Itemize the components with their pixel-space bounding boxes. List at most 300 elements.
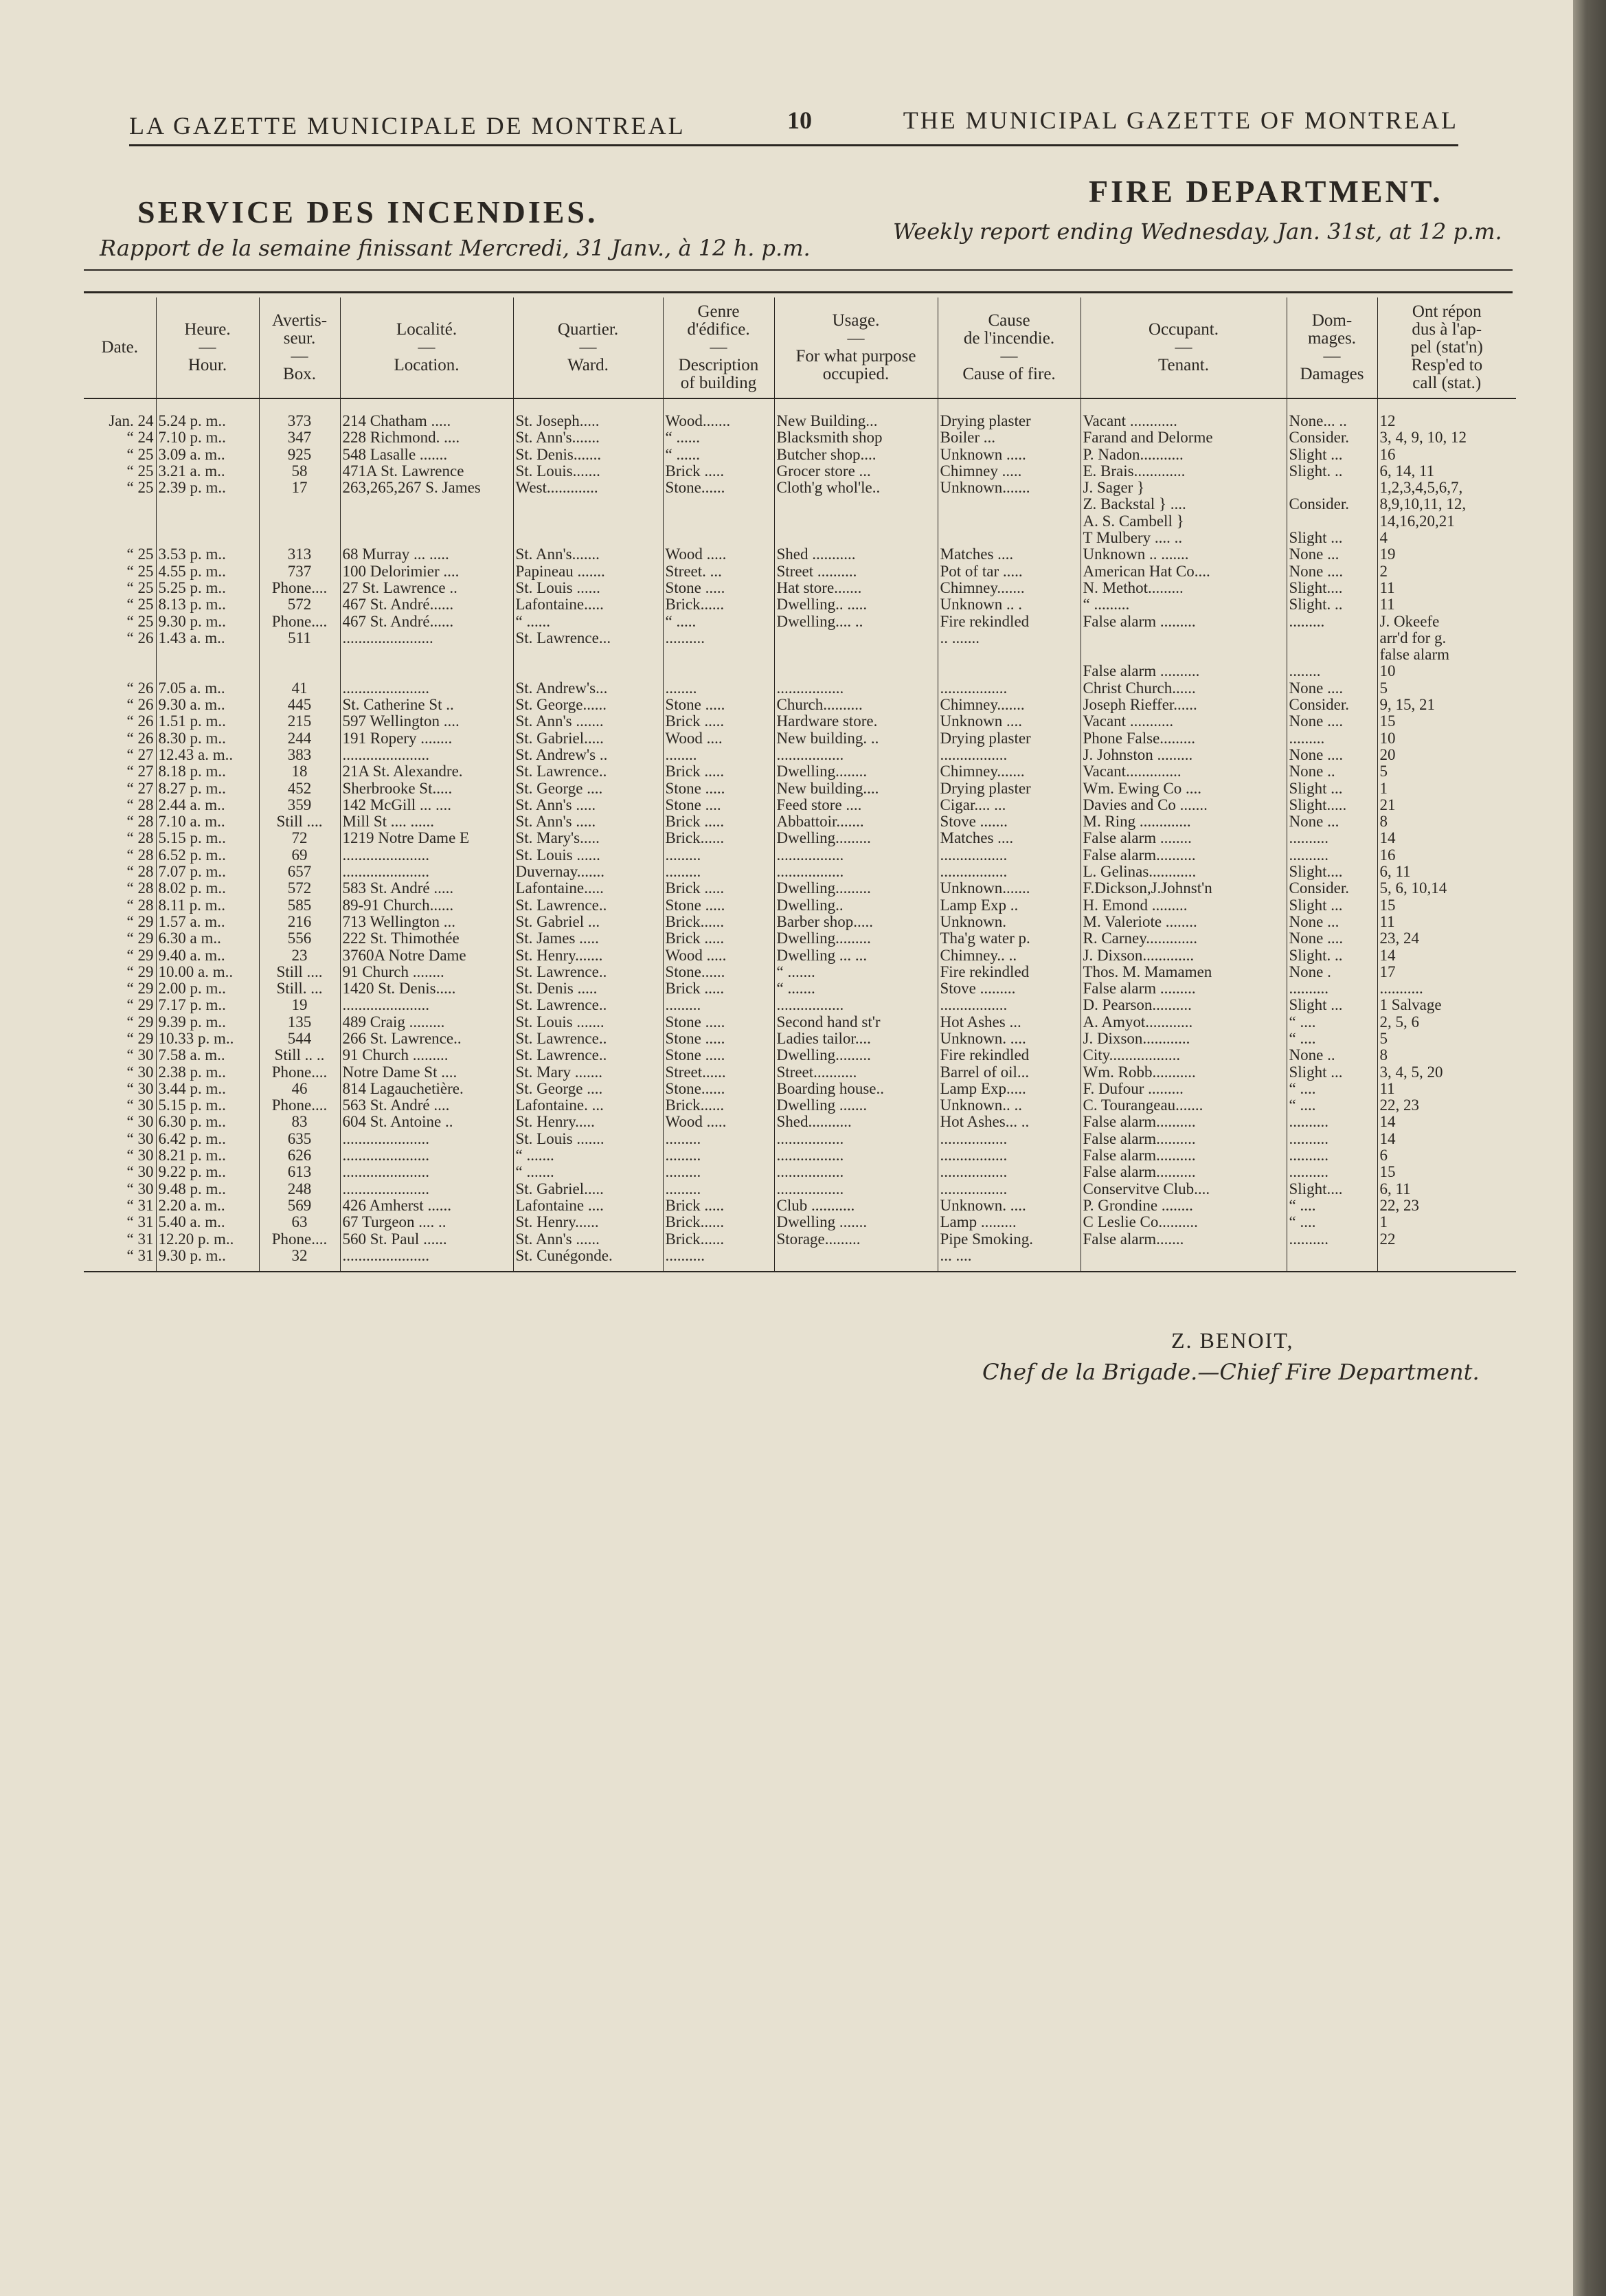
table-row — [84, 447, 1516, 463]
cell-cause: Unknown. — [938, 914, 1081, 930]
cell-location: ...................... — [340, 1164, 513, 1180]
cell-usage: Dwelling......... — [774, 930, 938, 947]
cell-box: Phone.... — [259, 614, 340, 630]
cell-usage: Blacksmith shop — [774, 429, 938, 446]
table-row — [84, 780, 1516, 797]
cell-date: “ 24 — [126, 429, 154, 447]
cell-tenant — [1081, 1248, 1287, 1272]
cell-usage: New building. .. — [774, 730, 938, 747]
cell-tenant: False alarm ........ — [1081, 830, 1287, 846]
cell-usage: Grocer store ... — [774, 463, 938, 480]
cell-tenant: P. Grondine ........ — [1081, 1197, 1287, 1214]
cell-ward: St. Ann's ..... — [513, 813, 663, 830]
cell-ward: Lafontaine. ... — [513, 1097, 663, 1114]
cell-cause: ................. — [938, 747, 1081, 763]
cell-box: 452 — [259, 780, 340, 797]
cell-ward: St. Ann's ..... — [513, 797, 663, 813]
cell-location: 467 St. André...... — [340, 596, 513, 613]
cell-building: Wood....... — [663, 398, 774, 429]
cell-cause: Unknown....... — [938, 880, 1081, 897]
cell-hour: 6.52 p. m.. — [156, 847, 259, 864]
cell-ward: St. Lawrence.. — [513, 897, 663, 914]
cell-usage: Dwelling........ — [774, 763, 938, 780]
cell-hour: 5.40 a. m.. — [156, 1214, 259, 1230]
cell-ward: “ ...... — [513, 614, 663, 630]
cell-date: “ 28 — [126, 796, 154, 813]
cell-box: 63 — [259, 1214, 340, 1230]
header-line: Box. — [283, 365, 316, 383]
cell-ward: St. Ann's....... — [513, 429, 663, 446]
cell-damages: None . — [1287, 964, 1377, 980]
cell-ward: St. Louis ...... — [513, 580, 663, 596]
cell-tenant: Unknown .. ....... — [1081, 546, 1287, 563]
cell-tenant: F. Dufour ......... — [1081, 1081, 1287, 1097]
cell-damages: “ .... — [1287, 1197, 1377, 1214]
cell-hour: 5.25 p. m.. — [156, 580, 259, 596]
cell-tenant: M. Ring ............. — [1081, 813, 1287, 830]
cell-location — [340, 513, 513, 530]
cell-building: Street...... — [663, 1064, 774, 1081]
cell-tenant: Conservitve Club.... — [1081, 1181, 1287, 1197]
cell-date: “ 28 — [126, 864, 154, 881]
table-bottom-rule — [84, 1272, 1516, 1275]
cell-damages: None... .. — [1287, 398, 1377, 429]
cell-hour: 6.30 a m.. — [156, 930, 259, 947]
cell-box: 359 — [259, 797, 340, 813]
cell-ward: St. James ..... — [513, 930, 663, 947]
cell-usage: Dwelling......... — [774, 880, 938, 897]
cell-usage: ................. — [774, 747, 938, 763]
table-row — [84, 713, 1516, 730]
cell-usage: ................. — [774, 1131, 938, 1147]
cell-date: “ 25 — [126, 546, 154, 563]
cell-tenant: Z. Backstal } .... — [1081, 496, 1287, 513]
cell-building: Brick...... — [663, 596, 774, 613]
table-row — [84, 1248, 1516, 1272]
header-line: occupied. — [822, 365, 890, 383]
cell-date: “ 28 — [126, 846, 154, 864]
table-row — [84, 1064, 1516, 1081]
cell-damages: Slight ... — [1287, 897, 1377, 914]
cell-ward — [513, 496, 663, 513]
cell-damages: Consider. — [1287, 429, 1377, 446]
cell-date: “ 29 — [126, 1030, 154, 1047]
cell-box: Phone.... — [259, 580, 340, 596]
cell-cause: Stove ....... — [938, 813, 1081, 830]
cell-tenant: Vacant ............ — [1081, 398, 1287, 429]
cell-building: ......... — [663, 997, 774, 1013]
table-row — [84, 596, 1516, 613]
table-row — [84, 763, 1516, 780]
cell-building — [663, 663, 774, 679]
cell-hour: 7.17 p. m.. — [156, 997, 259, 1013]
cell-ward — [513, 513, 663, 530]
cell-response: 6 — [1377, 1147, 1516, 1164]
header-line: Localité. — [396, 320, 457, 339]
header-date — [84, 297, 156, 398]
cell-damages: Slight ... — [1287, 997, 1377, 1013]
cell-date: “ 25 — [126, 446, 154, 463]
cell-response: 2 — [1377, 563, 1516, 580]
cell-box: 569 — [259, 1197, 340, 1214]
table-row — [84, 830, 1516, 846]
cell-date: “ 28 — [126, 897, 154, 914]
cell-location: 1219 Notre Dame E — [340, 830, 513, 846]
cell-location: 489 Craig ......... — [340, 1014, 513, 1031]
cell-tenant: Vacant.............. — [1081, 763, 1287, 780]
cell-cause: Unknown....... — [938, 480, 1081, 496]
cell-damages: Consider. — [1287, 880, 1377, 897]
cell-hour: 8.11 p. m.. — [156, 897, 259, 914]
cell-hour: 2.20 a. m.. — [156, 1197, 259, 1214]
cell-cause: Boiler ... — [938, 429, 1081, 446]
cell-hour: 7.58 a. m.. — [156, 1047, 259, 1063]
cell-location: 91 Church ......... — [340, 1047, 513, 1063]
cell-building: ......... — [663, 864, 774, 880]
cell-response: 1,2,3,4,5,6,7, — [1377, 480, 1516, 496]
table-row — [84, 429, 1516, 446]
cell-tenant: J. Sager } — [1081, 480, 1287, 496]
cell-date — [84, 530, 156, 546]
cell-date: “ 25 — [126, 480, 154, 497]
cell-tenant: C. Tourangeau....... — [1081, 1097, 1287, 1114]
cell-ward: St. Gabriel..... — [513, 730, 663, 747]
cell-location: 597 Wellington .... — [340, 713, 513, 730]
fire-report-table — [84, 297, 1516, 1275]
cell-tenant: Davies and Co ....... — [1081, 797, 1287, 813]
cell-cause: ................. — [938, 1147, 1081, 1164]
cell-damages: Slight..... — [1287, 797, 1377, 813]
cell-hour: 2.38 p. m.. — [156, 1064, 259, 1081]
cell-hour: 12.20 p. m.. — [156, 1231, 259, 1248]
page-edge-shadow — [1573, 0, 1606, 2296]
header-line: — — [1175, 338, 1192, 357]
table-header-row — [84, 297, 1516, 398]
table-row — [84, 1197, 1516, 1214]
cell-damages — [1287, 1248, 1377, 1272]
cell-location: 191 Ropery ........ — [340, 730, 513, 747]
cell-box — [259, 663, 340, 679]
cell-damages: .......... — [1287, 1231, 1377, 1248]
table-row — [84, 813, 1516, 830]
cell-ward: St. Cunégonde. — [513, 1248, 663, 1272]
cell-hour — [156, 496, 259, 513]
table-row — [84, 864, 1516, 880]
table-row — [84, 496, 1516, 513]
cell-hour: 8.13 p. m.. — [156, 596, 259, 613]
cell-date: “ 29 — [126, 947, 154, 964]
table-row — [84, 614, 1516, 630]
signature-name: Z. BENOIT, — [1171, 1328, 1294, 1353]
cell-usage — [774, 496, 938, 513]
cell-damages: None .... — [1287, 713, 1377, 730]
cell-date: “ 29 — [126, 963, 154, 980]
cell-tenant: Wm. Robb........... — [1081, 1064, 1287, 1081]
cell-cause: ................. — [938, 680, 1081, 697]
cell-usage: Boarding house.. — [774, 1081, 938, 1097]
cell-building: Brick...... — [663, 830, 774, 846]
cell-building: Wood .... — [663, 730, 774, 747]
cell-hour: 2.00 p. m.. — [156, 980, 259, 997]
cell-hour: 9.30 a. m.. — [156, 697, 259, 713]
cell-hour — [156, 663, 259, 679]
cell-tenant: False alarm.......... — [1081, 1147, 1287, 1164]
cell-damages: .......... — [1287, 1114, 1377, 1130]
cell-response: 14 — [1377, 1131, 1516, 1147]
cell-box: 58 — [259, 463, 340, 480]
cell-response: 20 — [1377, 747, 1516, 763]
header-line: — — [1000, 347, 1018, 365]
header-line: of building — [680, 374, 757, 392]
cell-location: 214 Chatham ..... — [340, 398, 513, 429]
cell-building: Stone ..... — [663, 780, 774, 797]
cell-box — [259, 646, 340, 663]
cell-response: 14 — [1377, 830, 1516, 846]
cell-ward: St. Lawrence.. — [513, 1031, 663, 1047]
cell-box: 572 — [259, 880, 340, 897]
header-line: pel (stat'n) — [1410, 338, 1483, 357]
cell-response: 8 — [1377, 813, 1516, 830]
cell-cause: ................. — [938, 847, 1081, 864]
cell-usage: Dwelling.. — [774, 897, 938, 914]
cell-response: 11 — [1377, 596, 1516, 613]
cell-building: ........ — [663, 680, 774, 697]
top-rule — [84, 269, 1513, 271]
cell-location — [340, 496, 513, 513]
cell-location: 67 Turgeon .... .. — [340, 1214, 513, 1230]
table-row — [84, 630, 1516, 646]
cell-building: Brick...... — [663, 1231, 774, 1248]
cell-box: 19 — [259, 997, 340, 1013]
cell-date: “ 30 — [126, 1097, 154, 1114]
cell-hour: 2.39 p. m.. — [156, 480, 259, 496]
cell-location: 560 St. Paul ...... — [340, 1231, 513, 1248]
cell-tenant — [1081, 630, 1287, 646]
cell-response: 22, 23 — [1377, 1097, 1516, 1114]
cell-usage: Abbattoir....... — [774, 813, 938, 830]
cell-building: Brick ..... — [663, 980, 774, 997]
cell-cause — [938, 496, 1081, 513]
cell-tenant: False alarm....... — [1081, 1231, 1287, 1248]
cell-tenant: Phone False......... — [1081, 730, 1287, 747]
cell-damages: None .... — [1287, 930, 1377, 947]
cell-response: J. Okeefe — [1377, 614, 1516, 630]
cell-ward: Papineau ....... — [513, 563, 663, 580]
cell-location: 68 Murray ... ..... — [340, 546, 513, 563]
cell-date: “ 30 — [126, 1130, 154, 1147]
cell-box — [259, 530, 340, 546]
cell-building — [663, 496, 774, 513]
cell-date: “ 25 — [126, 462, 154, 480]
header-line: Ward. — [567, 356, 609, 374]
header-line: — — [199, 338, 216, 357]
header-ward — [513, 297, 663, 398]
cell-building: Stone ..... — [663, 580, 774, 596]
cell-date: “ 29 — [126, 930, 154, 947]
header-line: Cause of fire. — [962, 365, 1056, 383]
cell-usage: Dwelling......... — [774, 830, 938, 846]
cell-date: “ 30 — [126, 1063, 154, 1081]
cell-box: 83 — [259, 1114, 340, 1130]
cell-tenant: False alarm.......... — [1081, 1114, 1287, 1130]
cell-building: ......... — [663, 1147, 774, 1164]
cell-hour: 8.30 p. m.. — [156, 730, 259, 747]
cell-usage: Ladies tailor.... — [774, 1031, 938, 1047]
cell-box: 556 — [259, 930, 340, 947]
table-row — [84, 546, 1516, 563]
cell-building: Brick ..... — [663, 763, 774, 780]
cell-usage: Street .......... — [774, 563, 938, 580]
cell-response: 8 — [1377, 1047, 1516, 1063]
cell-location: ...................... — [340, 1147, 513, 1164]
cell-building — [663, 513, 774, 530]
cell-building: Brick ..... — [663, 930, 774, 947]
cell-response: 21 — [1377, 797, 1516, 813]
table-row — [84, 663, 1516, 679]
cell-damages: Consider. — [1287, 697, 1377, 713]
cell-box: 572 — [259, 596, 340, 613]
header-location — [340, 297, 513, 398]
header-line: For what purpose — [795, 347, 916, 365]
cell-ward: St. Ann's ...... — [513, 1231, 663, 1248]
cell-location: 222 St. Thimothée — [340, 930, 513, 947]
cell-box: Phone.... — [259, 1097, 340, 1114]
cell-location: 89-91 Church...... — [340, 897, 513, 914]
cell-damages: “ .... — [1287, 1031, 1377, 1047]
cell-cause: Matches .... — [938, 546, 1081, 563]
cell-hour: 1.51 p. m.. — [156, 713, 259, 730]
cell-building: Stone ..... — [663, 897, 774, 914]
cell-damages: Slight ... — [1287, 530, 1377, 546]
cell-hour: 8.21 p. m.. — [156, 1147, 259, 1164]
cell-response: 19 — [1377, 546, 1516, 563]
cell-hour: 2.44 a. m.. — [156, 797, 259, 813]
table-row — [84, 1214, 1516, 1230]
cell-tenant: False alarm ......... — [1081, 614, 1287, 630]
cell-box: 46 — [259, 1081, 340, 1097]
header-hour — [156, 297, 259, 398]
cell-building: Wood ..... — [663, 1114, 774, 1130]
cell-cause: ................. — [938, 864, 1081, 880]
cell-response: 2, 5, 6 — [1377, 1014, 1516, 1031]
header-line: Dom- — [1311, 311, 1353, 330]
cell-hour: 3.21 a. m.. — [156, 463, 259, 480]
cell-location — [340, 530, 513, 546]
cell-ward: St. George .... — [513, 1081, 663, 1097]
cell-ward: “ ....... — [513, 1164, 663, 1180]
cell-hour: 10.00 a. m.. — [156, 964, 259, 980]
cell-response: 6, 11 — [1377, 1181, 1516, 1197]
cell-ward: St. George...... — [513, 697, 663, 713]
header-line: call (stat.) — [1412, 374, 1482, 392]
cell-box: Still. ... — [259, 980, 340, 997]
table-row — [84, 1114, 1516, 1130]
table-row — [84, 1147, 1516, 1164]
cell-response: 4 — [1377, 530, 1516, 546]
cell-date: “ 29 — [126, 980, 154, 998]
page-number: 10 — [787, 106, 812, 134]
cell-response: 14,16,20,21 — [1377, 513, 1516, 530]
cell-damages: Slight ... — [1287, 447, 1377, 463]
cell-date — [84, 663, 156, 679]
header-building — [663, 297, 774, 398]
cell-cause: Chimney....... — [938, 763, 1081, 780]
cell-cause: Unknown. .... — [938, 1031, 1081, 1047]
cell-response: 16 — [1377, 447, 1516, 463]
cell-tenant: N. Methot......... — [1081, 580, 1287, 596]
cell-date: “ 25 — [126, 613, 154, 630]
cell-date: “ 31 — [126, 1247, 154, 1264]
cell-tenant: “ ......... — [1081, 596, 1287, 613]
cell-building: Brick ..... — [663, 463, 774, 480]
cell-damages: “ .... — [1287, 1097, 1377, 1114]
cell-location: ...................... — [340, 847, 513, 864]
cell-tenant: Vacant ........... — [1081, 713, 1287, 730]
cell-response: 5, 6, 10,14 — [1377, 880, 1516, 897]
cell-building: ........ — [663, 747, 774, 763]
cell-tenant: City.................. — [1081, 1047, 1287, 1063]
cell-date: “ 30 — [126, 1164, 154, 1181]
cell-usage — [774, 1248, 938, 1272]
cell-box: Phone.... — [259, 1231, 340, 1248]
cell-damages: “ .... — [1287, 1081, 1377, 1097]
cell-damages: Slight. .. — [1287, 947, 1377, 964]
cell-location: 713 Wellington ... — [340, 914, 513, 930]
cell-cause: Stove ......... — [938, 980, 1081, 997]
cell-response: 17 — [1377, 964, 1516, 980]
cell-cause: Cigar.... ... — [938, 797, 1081, 813]
cell-ward: St. Mary ....... — [513, 1064, 663, 1081]
cell-building: Brick ..... — [663, 813, 774, 830]
cell-location: 426 Amherst ...... — [340, 1197, 513, 1214]
cell-tenant: Thos. M. Mamamen — [1081, 964, 1287, 980]
cell-response: 12 — [1377, 398, 1516, 429]
cell-damages: Slight. .. — [1287, 596, 1377, 613]
cell-location: 100 Delorimier .... — [340, 563, 513, 580]
cell-ward: St. Lawrence.. — [513, 1047, 663, 1063]
cell-box: 511 — [259, 630, 340, 646]
cell-damages: None .. — [1287, 763, 1377, 780]
cell-box: 635 — [259, 1131, 340, 1147]
cell-damages: None .... — [1287, 563, 1377, 580]
cell-ward: St. Andrew's... — [513, 680, 663, 697]
cell-location: 228 Richmond. .... — [340, 429, 513, 446]
cell-location: ....................... — [340, 630, 513, 646]
cell-damages: None .... — [1287, 747, 1377, 763]
cell-hour: 8.02 p. m.. — [156, 880, 259, 897]
cell-response: 3, 4, 9, 10, 12 — [1377, 429, 1516, 446]
cell-location: ...................... — [340, 1181, 513, 1197]
cell-tenant: A. Amyot............ — [1081, 1014, 1287, 1031]
cell-box: 613 — [259, 1164, 340, 1180]
cell-box: 373 — [259, 398, 340, 429]
cell-ward: St. Gabriel..... — [513, 1181, 663, 1197]
cell-response: 3, 4, 5, 20 — [1377, 1064, 1516, 1081]
cell-ward: St. Henry..... — [513, 1114, 663, 1130]
table-row — [84, 680, 1516, 697]
cell-location: 142 McGill ... .... — [340, 797, 513, 813]
cell-response: 22, 23 — [1377, 1197, 1516, 1214]
cell-tenant: J. Johnston ......... — [1081, 747, 1287, 763]
cell-usage: Shed ........... — [774, 546, 938, 563]
cell-building: Stone .... — [663, 797, 774, 813]
cell-date: “ 28 — [126, 830, 154, 847]
cell-usage: ................. — [774, 997, 938, 1013]
cell-building: “ ..... — [663, 614, 774, 630]
cell-cause: Fire rekindled — [938, 614, 1081, 630]
cell-hour: 1.57 a. m.. — [156, 914, 259, 930]
cell-usage — [774, 530, 938, 546]
